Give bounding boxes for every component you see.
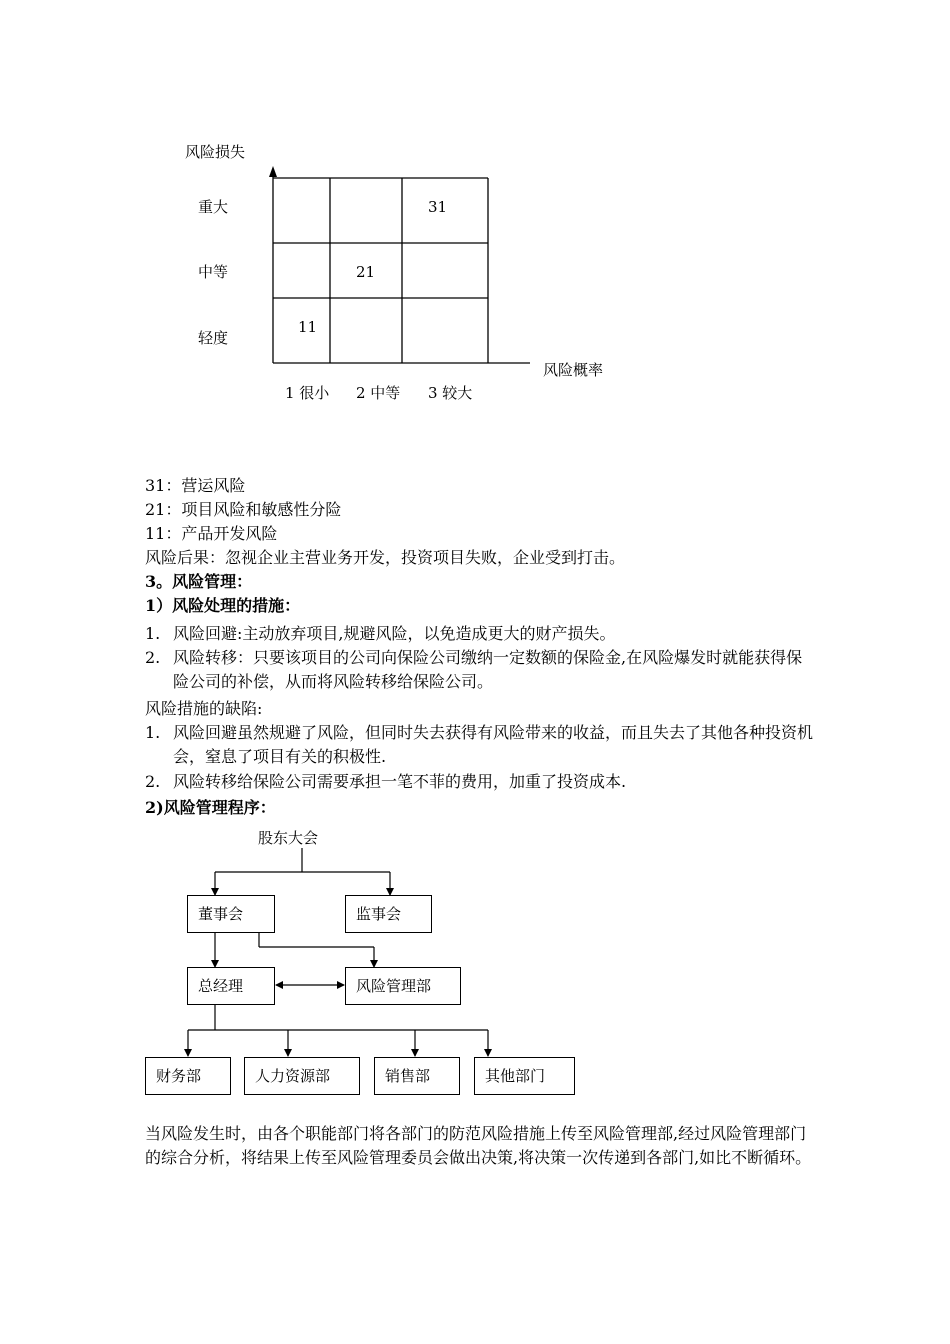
org-node-board — [187, 895, 275, 933]
row-label-mid: 中等 — [198, 263, 229, 281]
sub2-title: 2)风险管理程序： — [145, 798, 276, 817]
org-node-label: 人力资源部 — [255, 1067, 331, 1085]
org-node-other — [474, 1057, 575, 1095]
cell-value-11: 11 — [298, 318, 318, 336]
org-node-label: 董事会 — [198, 905, 244, 923]
closing-paragraph: 当风险发生时，由各个职能部门将各部门的防范风险措施上传至风险管理部,经过风险管理部门的综合分析，将结果上传至风险管理委员会做出决策,将决策一次传递到各部门,如比不断循环。 — [145, 1124, 812, 1167]
measure-text: 风险回避:主动放弃项目,规避风险，以免造成更大的财产损失。 — [173, 624, 616, 643]
col-label-small: 1 很小 — [285, 384, 330, 402]
y-axis-label: 风险损失 — [185, 143, 246, 161]
cell-value-21: 21 — [356, 263, 376, 281]
org-node-label: 财务部 — [156, 1067, 202, 1085]
org-node-finance — [145, 1057, 231, 1095]
legend-item-21: 21：项目风险和敏感性分险 — [145, 500, 342, 519]
org-node-sales — [374, 1057, 460, 1095]
x-axis-label: 风险概率 — [543, 361, 604, 379]
legend-item-11: 11：产品开发风险 — [145, 524, 278, 543]
section3-title: 3。风险管理： — [145, 572, 253, 591]
row-label-low: 轻度 — [198, 329, 229, 347]
org-node-label: 其他部门 — [485, 1067, 546, 1085]
defect-text: 风险转移给保险公司需要承担一笔不菲的费用，加重了投资成本. — [173, 772, 627, 791]
list-number: 1. — [145, 624, 161, 643]
measure-text: 风险转移：只要该项目的公司向保险公司缴纳一定数额的保险金,在风险爆发时就能获得保险公司的补偿，从而将风险转移给保险公司。 — [173, 648, 803, 691]
cell-value-31: 31 — [428, 198, 448, 216]
list-number: 2. — [145, 648, 161, 667]
org-node-hr — [244, 1057, 360, 1095]
org-node-label: 销售部 — [385, 1067, 431, 1085]
risk-consequence: 风险后果：忽视企业主营业务开发，投资项目失败，企业受到打击。 — [145, 548, 626, 567]
list-number: 2. — [145, 772, 161, 791]
org-node-label: 风险管理部 — [356, 977, 432, 995]
defects-title: 风险措施的缺陷: — [145, 699, 263, 718]
org-node-label: 监事会 — [356, 905, 402, 923]
row-label-high: 重大 — [198, 198, 229, 216]
legend-item-31: 31：营运风险 — [145, 476, 246, 495]
defect-text: 风险回避虽然规避了风险，但同时失去获得有风险带来的收益，而且失去了其他各种投资机会，窒息了项目有关的积极性. — [173, 723, 814, 766]
org-node-shareholders: 股东大会 — [258, 829, 319, 847]
org-node-risk-dept — [345, 967, 461, 1005]
list-number: 1. — [145, 723, 161, 742]
col-label-large: 3 较大 — [428, 384, 473, 402]
col-label-mid: 2 中等 — [356, 384, 401, 402]
org-node-gm — [187, 967, 275, 1005]
org-node-label: 总经理 — [198, 977, 244, 995]
sub1-title: 1）风险处理的措施： — [145, 596, 301, 615]
org-node-supervisors — [345, 895, 432, 933]
